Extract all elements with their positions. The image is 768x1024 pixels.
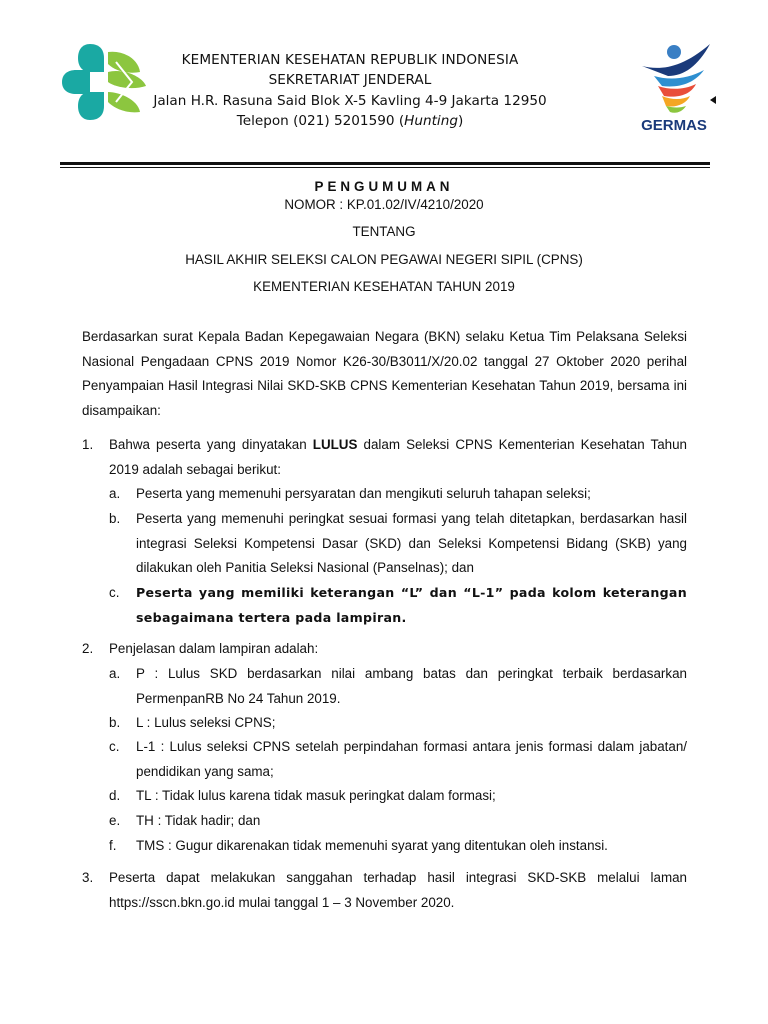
doc-subject-line2: KEMENTERIAN KESEHATAN TAHUN 2019 [253, 279, 515, 294]
sub-text: L : Lulus seleksi CPNS; [136, 715, 276, 730]
sub-letter: b. [109, 715, 121, 730]
doc-subject-line1: HASIL AKHIR SELEKSI CALON PEGAWAI NEGERI SIPIL (CPNS) [185, 252, 583, 267]
item1-text-after: dalam Seleksi CPNS Kementerian Kesehatan Tahun 2019 adalah sebagai berikut: [109, 437, 688, 477]
item1-lulus: LULUS [312, 437, 358, 452]
list-item-1 [82, 433, 687, 633]
sub-text: L-1 : Lulus seleksi CPNS setelah perpindahan formasi antara jenis formasi dalam jabatan/ pendidikan yang sama; [136, 739, 687, 779]
phone-prefix: Telepon (021) 5201590 ( [236, 113, 405, 129]
sub-letter: a. [109, 666, 121, 681]
sub-letter: e. [109, 813, 121, 828]
phone-suffix: ) [457, 113, 464, 129]
doc-tentang: TENTANG [352, 224, 416, 239]
germas-text: GERMAS [641, 117, 707, 134]
intro-text: Berdasarkan surat Kepala Badan Kepegawaian Negara (BKN) selaku Ketua Tim Pelaksana Seleksi Nasional Pengadaan CPNS 2019 Nomor K26-30/B3011/X/20.02 tanggal 27 Oktober 2020 perihal Penyampaian Hasil Integrasi Nilai SKD-SKB CPNS Kementerian Kesehatan Tahun 2019, bersama ini disampaikan: [82, 329, 687, 418]
item-text: Penjelasan dalam lampiran adalah: [109, 641, 319, 656]
letterhead-divider-thin [60, 167, 710, 168]
address: Jalan H.R. Rasuna Said Blok X-5 Kavling 4-9 Jakarta 12950 [153, 93, 547, 109]
doc-number: NOMOR : KP.01.02/IV/4210/2020 [284, 197, 484, 212]
germas-figure-icon [632, 40, 716, 116]
sub-text: Peserta yang memenuhi peringkat sesuai formasi yang telah ditetapkan, berdasarkan hasil integrasi Seleksi Kompetensi Dasar (SKD) dan Seleksi Kompetensi Bidang (SKB) yang dilakukan oleh Panitia Seleksi Nasional (Panselnas); dan [136, 511, 687, 575]
sub-text: Peserta yang memenuhi persyaratan dan mengikuti seluruh tahapan seleksi; [136, 486, 591, 501]
sub-text: P : Lulus SKD berdasarkan nilai ambang batas dan peringkat terbaik berdasarkan PermenpanRB No 24 Tahun 2019. [136, 666, 687, 706]
sub-text-bold: Peserta yang memiliki keterangan “L” dan “L-1” pada kolom keterangan sebagaimana tertera pada lampiran. [136, 585, 687, 625]
item1-text-before: Bahwa peserta yang dinyatakan [109, 437, 313, 452]
item-number: 3. [82, 870, 94, 885]
sub-letter: a. [109, 486, 121, 501]
intro-paragraph [82, 325, 687, 423]
sub-text: TMS : Gugur dikarenakan tidak memenuhi syarat yang ditentukan oleh instansi. [136, 838, 608, 853]
letterhead-divider [60, 162, 710, 165]
germas-logo [632, 40, 716, 140]
secretariat-name: SEKRETARIAT JENDERAL [268, 72, 432, 88]
sub-text: TL : Tidak lulus karena tidak masuk peringkat dalam formasi; [136, 788, 496, 803]
letterhead-text [140, 50, 560, 131]
sub-text: TH : Tidak hadir; dan [136, 813, 261, 828]
item-text [109, 433, 687, 482]
item-number: 1. [82, 437, 94, 452]
sub-letter: c. [109, 585, 120, 600]
list-item-2 [82, 637, 687, 867]
letterhead [0, 0, 768, 165]
item-text: Peserta dapat melakukan sanggahan terhadap hasil integrasi SKD-SKB melalui laman https://sscn.bkn.go.id mulai tanggal 1 – 3 November 2020. [109, 870, 687, 910]
ministry-name: KEMENTERIAN KESEHATAN REPUBLIK INDONESIA [181, 52, 519, 68]
sub-letter: f. [109, 838, 117, 853]
sub-letter: d. [109, 788, 121, 803]
phone-hunting: Hunting [404, 113, 458, 129]
sub-letter: c. [109, 739, 120, 754]
kemenkes-logo-icon [60, 42, 148, 122]
doc-title: PENGUMUMAN [314, 179, 454, 194]
list-item-3 [82, 866, 687, 926]
item-number: 2. [82, 641, 94, 656]
sub-letter: b. [109, 511, 121, 526]
phone [140, 111, 560, 131]
